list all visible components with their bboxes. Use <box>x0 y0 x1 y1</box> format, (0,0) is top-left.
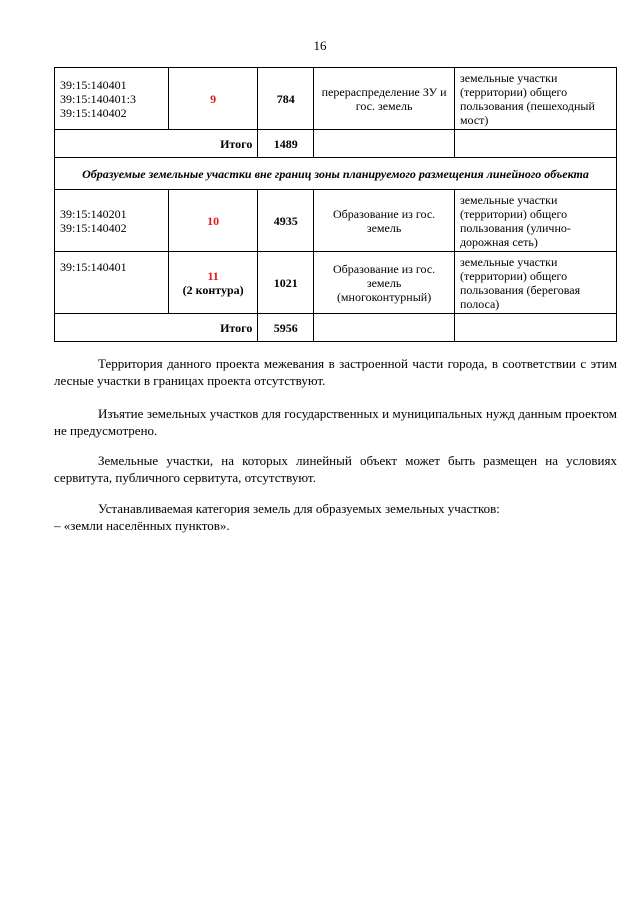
empty-cell <box>314 130 455 158</box>
permitted-use: земельные участки (территории) общего пользования (пешеходный мост) <box>454 68 616 130</box>
total-row <box>55 314 617 342</box>
total-area: 1489 <box>258 130 314 158</box>
plot-number-cell <box>168 252 257 314</box>
formation-type: перераспределение ЗУ и гос. земель <box>314 68 455 130</box>
cadastral-cell <box>55 252 169 314</box>
plot-number: 11 <box>207 268 219 283</box>
total-label: Итого <box>55 130 258 158</box>
page-number: 16 <box>313 38 327 53</box>
section-row <box>55 158 617 190</box>
section-title: Образуемые земельные участки вне границ зоны планируемого размещения линейного объекта <box>55 158 617 190</box>
table-row <box>55 68 617 130</box>
formation-type: Образование из гос. земель <box>314 190 455 252</box>
table-row <box>55 252 617 314</box>
list-item: – «земли населённых пунктов». <box>54 518 230 533</box>
paragraph-text: Территория данного проекта межевания в застроенной части города, в соответствии с этим лесные участки в границах проекта отсутствуют. <box>54 356 617 388</box>
paragraph-text: Устанавливаемая категория земель для образуемых земельных участков: <box>98 501 500 516</box>
paragraph <box>54 355 617 389</box>
cadastral-number: 39:15:140401 <box>60 260 127 274</box>
cadastral-cell <box>55 190 169 252</box>
plot-number: 9 <box>168 68 257 130</box>
total-label: Итого <box>55 314 258 342</box>
plot-number: 10 <box>168 190 257 252</box>
paragraph <box>54 405 617 439</box>
cadastral-cell <box>55 68 169 130</box>
paragraph-text: Земельные участки, на которых линейный объект может быть размещен на условиях сервитута, публичного сервитута, отсутствуют. <box>54 453 617 485</box>
cadastral-number: 39:15:140402 <box>60 220 127 235</box>
empty-cell <box>454 314 616 342</box>
land-plots-table <box>54 67 617 342</box>
plot-contour-note: (2 контура) <box>182 282 244 297</box>
total-area: 5956 <box>258 314 314 342</box>
permitted-use: земельные участки (территории) общего пользования (улично-дорожная сеть) <box>454 190 616 252</box>
permitted-use: земельные участки (территории) общего пользования (береговая полоса) <box>454 252 616 314</box>
plot-area: 1021 <box>258 252 314 314</box>
paragraph-text: Изъятие земельных участков для государственных и муниципальных нужд данным проектом не предусмотрено. <box>54 406 617 438</box>
plot-area: 4935 <box>258 190 314 252</box>
plot-area: 784 <box>258 68 314 130</box>
empty-cell <box>454 130 616 158</box>
table-row <box>55 190 617 252</box>
cadastral-number: 39:15:140402 <box>60 105 127 120</box>
cadastral-number: 39:15:140401:3 <box>60 91 137 106</box>
paragraph <box>54 500 617 517</box>
total-row <box>55 130 617 158</box>
formation-type: Образование из гос. земель (многоконтурный) <box>314 252 455 314</box>
cadastral-number: 39:15:140201 <box>60 206 127 221</box>
paragraph <box>54 452 617 486</box>
cadastral-number: 39:15:140401 <box>60 77 127 92</box>
empty-cell <box>314 314 455 342</box>
